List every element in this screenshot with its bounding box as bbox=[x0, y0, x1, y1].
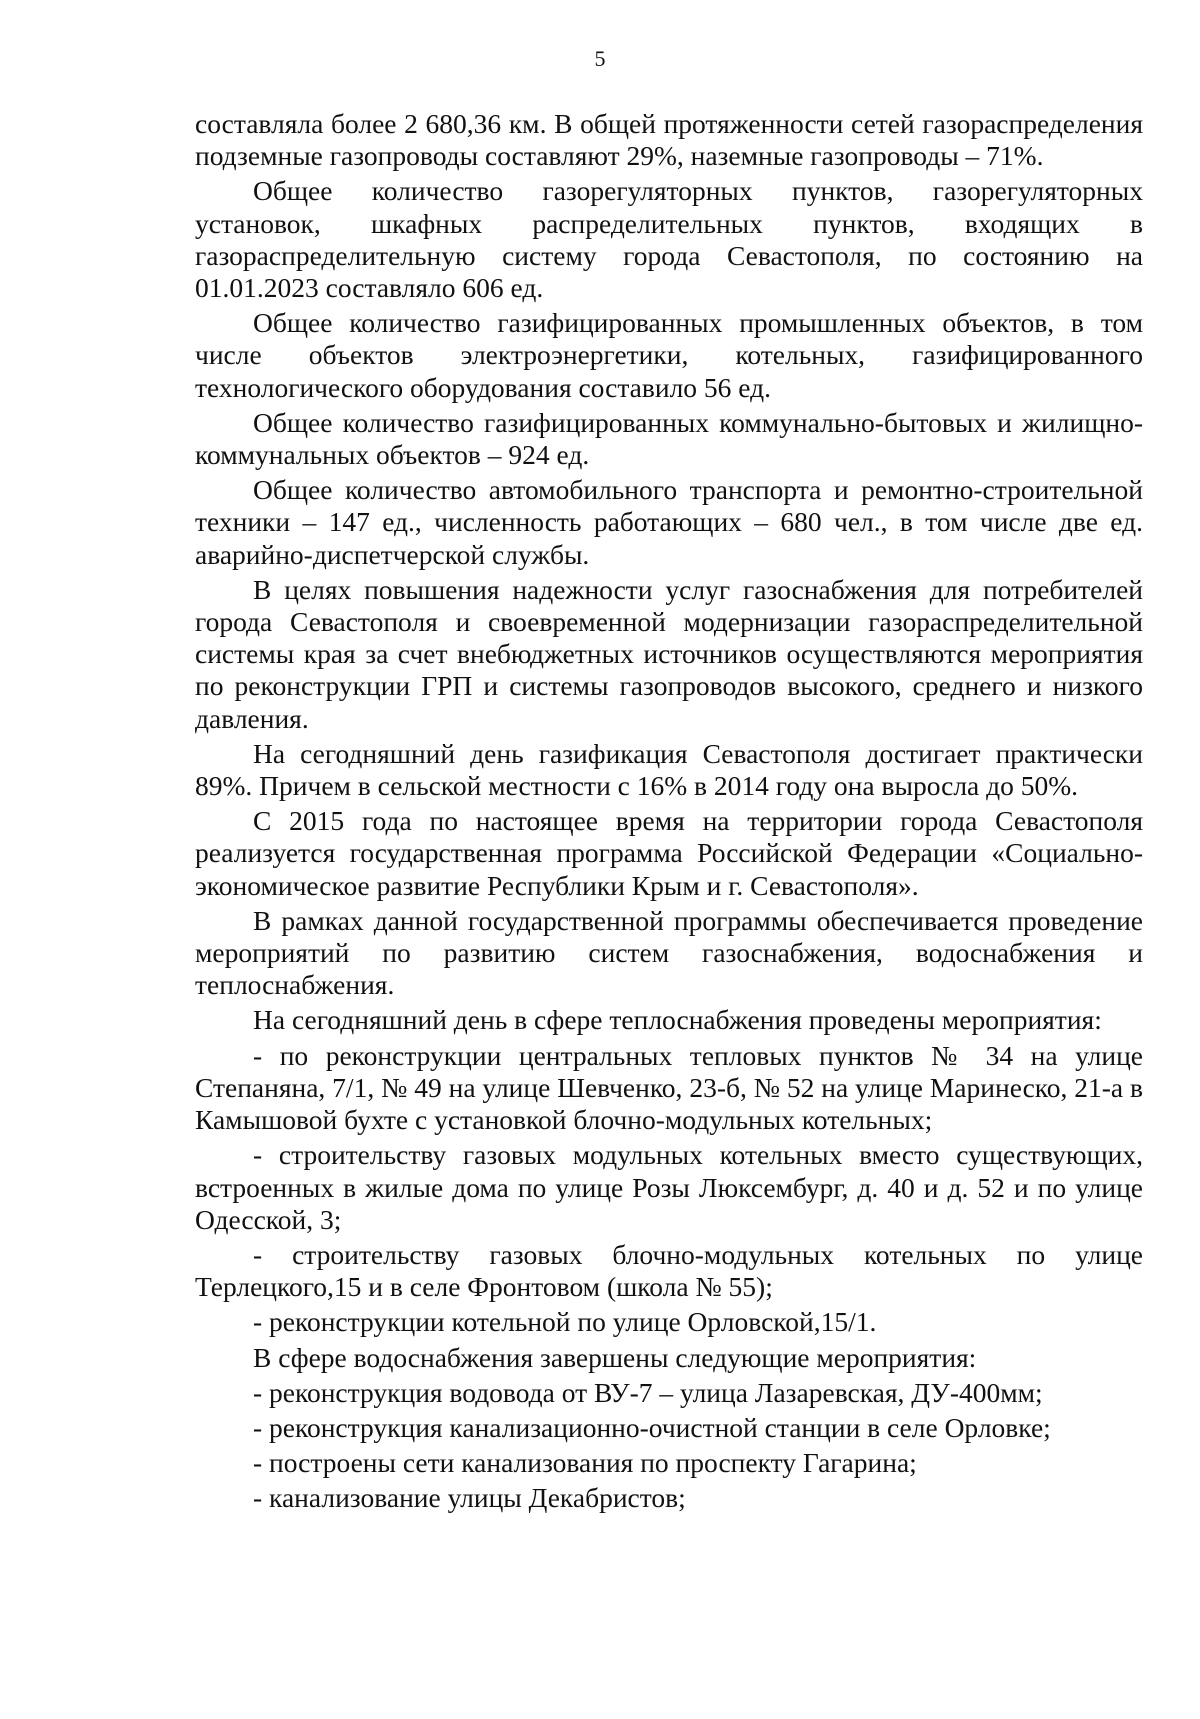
paragraph-state-program: С 2015 года по настоящее время на территории города Севастополя реализуется государственная программа Российской Федерации «Социально-экономическое развитие Республики Крым и г. Севастополя». bbox=[195, 805, 1143, 901]
list-item-sewer-dekabristov: - канализование улицы Декабристов; bbox=[253, 1482, 686, 1514]
paragraph-vehicles-staff: Общее количество автомобильного транспорта и ремонтно-строительной техники – 147 ед., численность работающих – 680 чел., в том числе две ед. аварийно-диспетчерской службы. bbox=[195, 474, 1143, 570]
paragraph-heat-supply-intro: На сегодняшний день в сфере теплоснабжения проведены мероприятия: bbox=[253, 1004, 1102, 1036]
list-item-treatment-station: - реконструкция канализационно-очистной станции в селе Орловке; bbox=[253, 1411, 1051, 1443]
paragraph-reliability-measures: В целях повышения надежности услуг газоснабжения для потребителей города Севастополя и своевременной модернизации газораспределительной системы края за счет внебюджетных источников осуществляются мероприятия по реконструкции ГРП и системы газопроводов высокого, среднего и низкого давления. bbox=[195, 573, 1143, 734]
body-text bbox=[195, 108, 1143, 1518]
paragraph-industrial-objects: Общее количество газифицированных промышленных объектов, в том числе объектов электроэнергетики, котельных, газифицированного технологического оборудования составило 56 ед. bbox=[195, 307, 1143, 403]
paragraph-continuation: составляла более 2 680,36 км. В общей протяженности сетей газораспределения подземные газопроводы составляют 29%, наземные газопроводы – 71%. bbox=[195, 108, 1143, 172]
paragraph-water-supply-intro: В сфере водоснабжения завершены следующие мероприятия: bbox=[253, 1341, 977, 1373]
list-item-block-modular-boilers: - строительству газовых блочно-модульных котельных по улице Терлецкого,15 и в селе Фронтовом (школа № 55); bbox=[195, 1238, 1143, 1303]
paragraph-communal-objects: Общее количество газифицированных коммунально-бытовых и жилищно-коммунальных объектов – 924 ед. bbox=[195, 406, 1143, 471]
list-item-modular-boilers: - строительству газовых модульных котельных вместо существующих, встроенных в жилые дома по улице Розы Люксембург, д. 40 и д. 52 и по улице Одесской, 3; bbox=[195, 1139, 1143, 1235]
list-item-sewer-gagarin: - построены сети канализования по проспекту Гагарина; bbox=[253, 1447, 917, 1479]
paragraph-program-framework: В рамках данной государственной программы обеспечивается проведение мероприятий по развитию систем газоснабжения, водоснабжения и теплоснабжения. bbox=[195, 904, 1143, 1001]
paragraph-gas-regulating-points: Общее количество газорегуляторных пунктов, газорегуляторных установок, шкафных распределительных пунктов, входящих в газораспределительную систему города Севастополя, по состоянию на 01.01.2023 составляло 606 ед. bbox=[195, 175, 1143, 304]
page-number: 5 bbox=[594, 46, 606, 71]
list-item-water-main: - реконструкция водовода от ВУ-7 – улица Лазаревская, ДУ-400мм; bbox=[253, 1376, 1043, 1408]
paragraph-gasification-level: На сегодняшний день газификация Севастополя достигает практически 89%. Причем в сельской местности с 16% в 2014 году она выросла до 50%. bbox=[195, 737, 1143, 802]
list-item-heat-points: - по реконструкции центральных тепловых пунктов № 34 на улице Степаняна, 7/1, № 49 на улице Шевченко, 23-б, № 52 на улице Маринеско, 21-а в Камышовой бухте с установкой блочно-модульных котельных; bbox=[195, 1039, 1143, 1136]
list-item-boiler-reconstruction: - реконструкции котельной по улице Орловской,15/1. bbox=[253, 1306, 877, 1338]
